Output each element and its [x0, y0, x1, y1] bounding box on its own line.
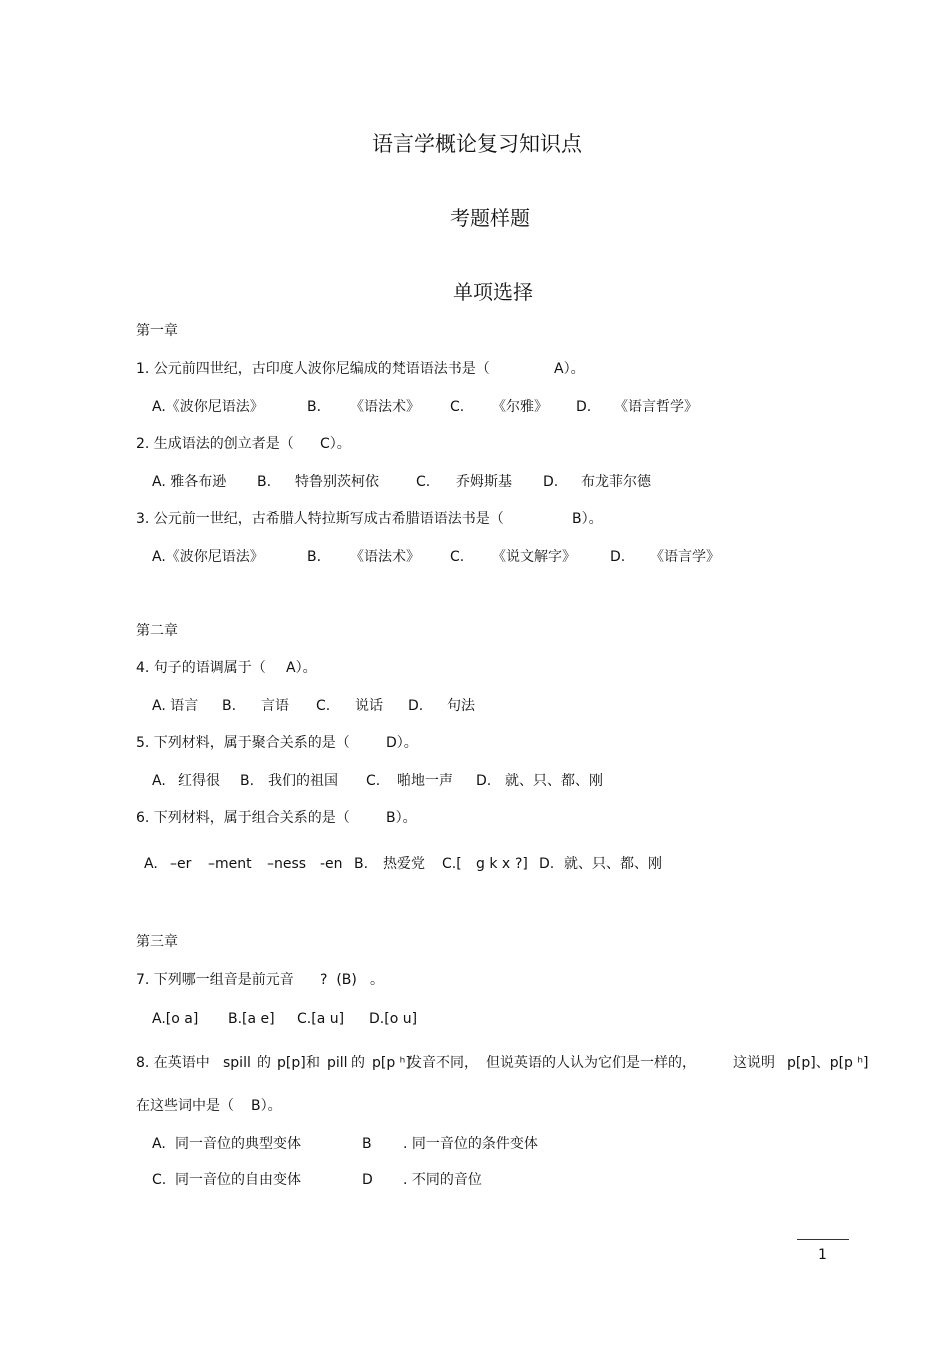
- subtitle: 考题样题: [450, 206, 530, 230]
- question-2-option-b-label: B.: [257, 474, 272, 490]
- question-3-option-d: 《语言学》: [650, 549, 720, 565]
- question-4-option-a: A. 语言: [152, 698, 199, 714]
- question-2-option-d-label: D.: [543, 474, 559, 490]
- question-8-phones: p[p]、p[p ʰ]: [787, 1055, 869, 1071]
- question-6-option-a-ment: –ment: [208, 856, 252, 872]
- question-3-option-a: A.《波你尼语法》: [152, 549, 264, 565]
- question-8-option-b-label: B: [362, 1136, 372, 1152]
- question-7-option-d: D.[o u]: [369, 1011, 418, 1027]
- question-4-option-b: 言语: [261, 698, 289, 714]
- question-1-option-a: A.《波你尼语法》: [152, 399, 264, 415]
- section-heading: 单项选择: [453, 280, 533, 304]
- question-8-word-pill: pill: [327, 1055, 348, 1071]
- question-4-option-d-label: D.: [408, 698, 424, 714]
- question-1-answer: A）。: [554, 361, 585, 377]
- question-2-option-c-label: C.: [416, 474, 431, 490]
- question-3-option-b: 《语法术》: [350, 549, 420, 565]
- question-8-option-a-label: A.: [152, 1136, 166, 1152]
- question-8-answer: B）。: [251, 1098, 282, 1114]
- question-5-option-b: 我们的祖国: [268, 773, 338, 789]
- question-1-option-b-label: B.: [307, 399, 322, 415]
- question-8-text: 发音不同，: [408, 1055, 478, 1071]
- question-3-option-b-label: B.: [307, 549, 322, 565]
- question-7-option-a: A.[o a]: [152, 1011, 199, 1027]
- question-5-option-d-label: D.: [476, 773, 492, 789]
- question-8-text: 和: [306, 1055, 320, 1071]
- chapter-heading: 第一章: [136, 323, 178, 339]
- question-4-option-d: 句法: [447, 698, 475, 714]
- question-8-option-d: . 不同的音位: [403, 1172, 482, 1188]
- question-6-option-c-label: C.[: [442, 856, 462, 872]
- question-3-answer: B）。: [572, 511, 603, 527]
- question-2-option-c: 乔姆斯基: [456, 474, 512, 490]
- chapter-heading: 第二章: [136, 623, 178, 639]
- question-7-end: 。: [370, 972, 384, 988]
- question-6-option-d-label: D.: [539, 856, 555, 872]
- question-8-option-b: . 同一音位的条件变体: [403, 1136, 538, 1152]
- question-1-option-c-label: C.: [450, 399, 465, 415]
- question-8-text: 但说英语的人认为它们是一样的，: [486, 1055, 696, 1071]
- question-6-option-b-label: B.: [354, 856, 369, 872]
- question-5-stem: 5. 下列材料，属于聚合关系的是（: [136, 735, 350, 751]
- question-5-option-a: 红得很: [178, 773, 220, 789]
- question-6-option-d: 就、只、都、刚: [564, 856, 662, 872]
- question-1-option-b: 《语法术》: [350, 399, 420, 415]
- question-3-option-d-label: D.: [610, 549, 626, 565]
- document-title: 语言学概论复习知识点: [372, 132, 582, 156]
- question-1-stem: 1. 公元前四世纪，古印度人波你尼编成的梵语语法书是（: [136, 361, 490, 377]
- question-8-text: 的: [351, 1055, 365, 1071]
- question-7-stem: 7. 下列哪一组音是前元音: [136, 972, 294, 988]
- question-2-answer: C）。: [320, 436, 351, 452]
- question-8-text: 的: [257, 1055, 271, 1071]
- question-1-option-d-label: D.: [576, 399, 592, 415]
- question-6-option-a-label: A.: [144, 856, 158, 872]
- question-6-option-b: 热爱党: [383, 856, 425, 872]
- chapter-heading: 第三章: [136, 934, 178, 950]
- question-6-option-c-end: ?]: [515, 856, 528, 872]
- question-8-word-ph: p[p ʰ]: [372, 1055, 411, 1071]
- question-8-word-spill: spill: [223, 1055, 251, 1071]
- question-6-option-a-en: -en: [320, 856, 343, 872]
- question-6-option-c: g k x: [476, 856, 511, 872]
- question-7-option-c: C.[a u]: [297, 1011, 345, 1027]
- question-8-option-c: 同一音位的自由变体: [175, 1172, 301, 1188]
- question-3-option-c-label: C.: [450, 549, 465, 565]
- question-4-option-c: 说话: [355, 698, 383, 714]
- question-4-option-b-label: B.: [222, 698, 237, 714]
- question-7-option-b: B.[a e]: [228, 1011, 275, 1027]
- question-3-stem: 3. 公元前一世纪，古希腊人特拉斯写成古希腊语语法书是（: [136, 511, 504, 527]
- question-1-option-d: 《语言哲学》: [614, 399, 698, 415]
- question-8-word-p: p[p]: [277, 1055, 306, 1071]
- question-2-option-d: 布龙菲尔德: [581, 474, 651, 490]
- question-5-option-c-label: C.: [366, 773, 381, 789]
- question-8-stem-line-2: 在这些词中是（: [136, 1098, 234, 1114]
- question-6-answer: B）。: [386, 810, 417, 826]
- question-8-text: 这说明: [733, 1055, 775, 1071]
- question-2-option-a: A. 雅各布逊: [152, 474, 227, 490]
- question-8-option-d-label: D: [362, 1172, 373, 1188]
- page-number: 1: [818, 1247, 827, 1263]
- question-5-option-b-label: B.: [240, 773, 255, 789]
- question-2-option-b: 特鲁别茨柯依: [295, 474, 379, 490]
- footer-rule: [797, 1239, 849, 1240]
- question-8-option-c-label: C.: [152, 1172, 167, 1188]
- question-3-option-c: 《说文解字》: [492, 549, 576, 565]
- question-5-option-c: 啪地一声: [397, 773, 453, 789]
- question-1-option-c: 《尔雅》: [492, 399, 548, 415]
- question-7-answer: ? (B): [320, 972, 357, 988]
- question-4-answer: A）。: [286, 660, 317, 676]
- question-6-option-a-er: –er: [170, 856, 192, 872]
- question-6-option-a-ness: –ness: [267, 856, 307, 872]
- question-2-stem: 2. 生成语法的创立者是（: [136, 436, 294, 452]
- question-5-option-d: 就、只、都、刚: [505, 773, 603, 789]
- question-4-stem: 4. 句子的语调属于（: [136, 660, 266, 676]
- question-8-stem: 8. 在英语中: [136, 1055, 210, 1071]
- question-5-answer: D）。: [386, 735, 418, 751]
- question-5-option-a-label: A.: [152, 773, 166, 789]
- question-6-stem: 6. 下列材料，属于组合关系的是（: [136, 810, 350, 826]
- question-4-option-c-label: C.: [316, 698, 331, 714]
- question-8-option-a: 同一音位的典型变体: [175, 1136, 301, 1152]
